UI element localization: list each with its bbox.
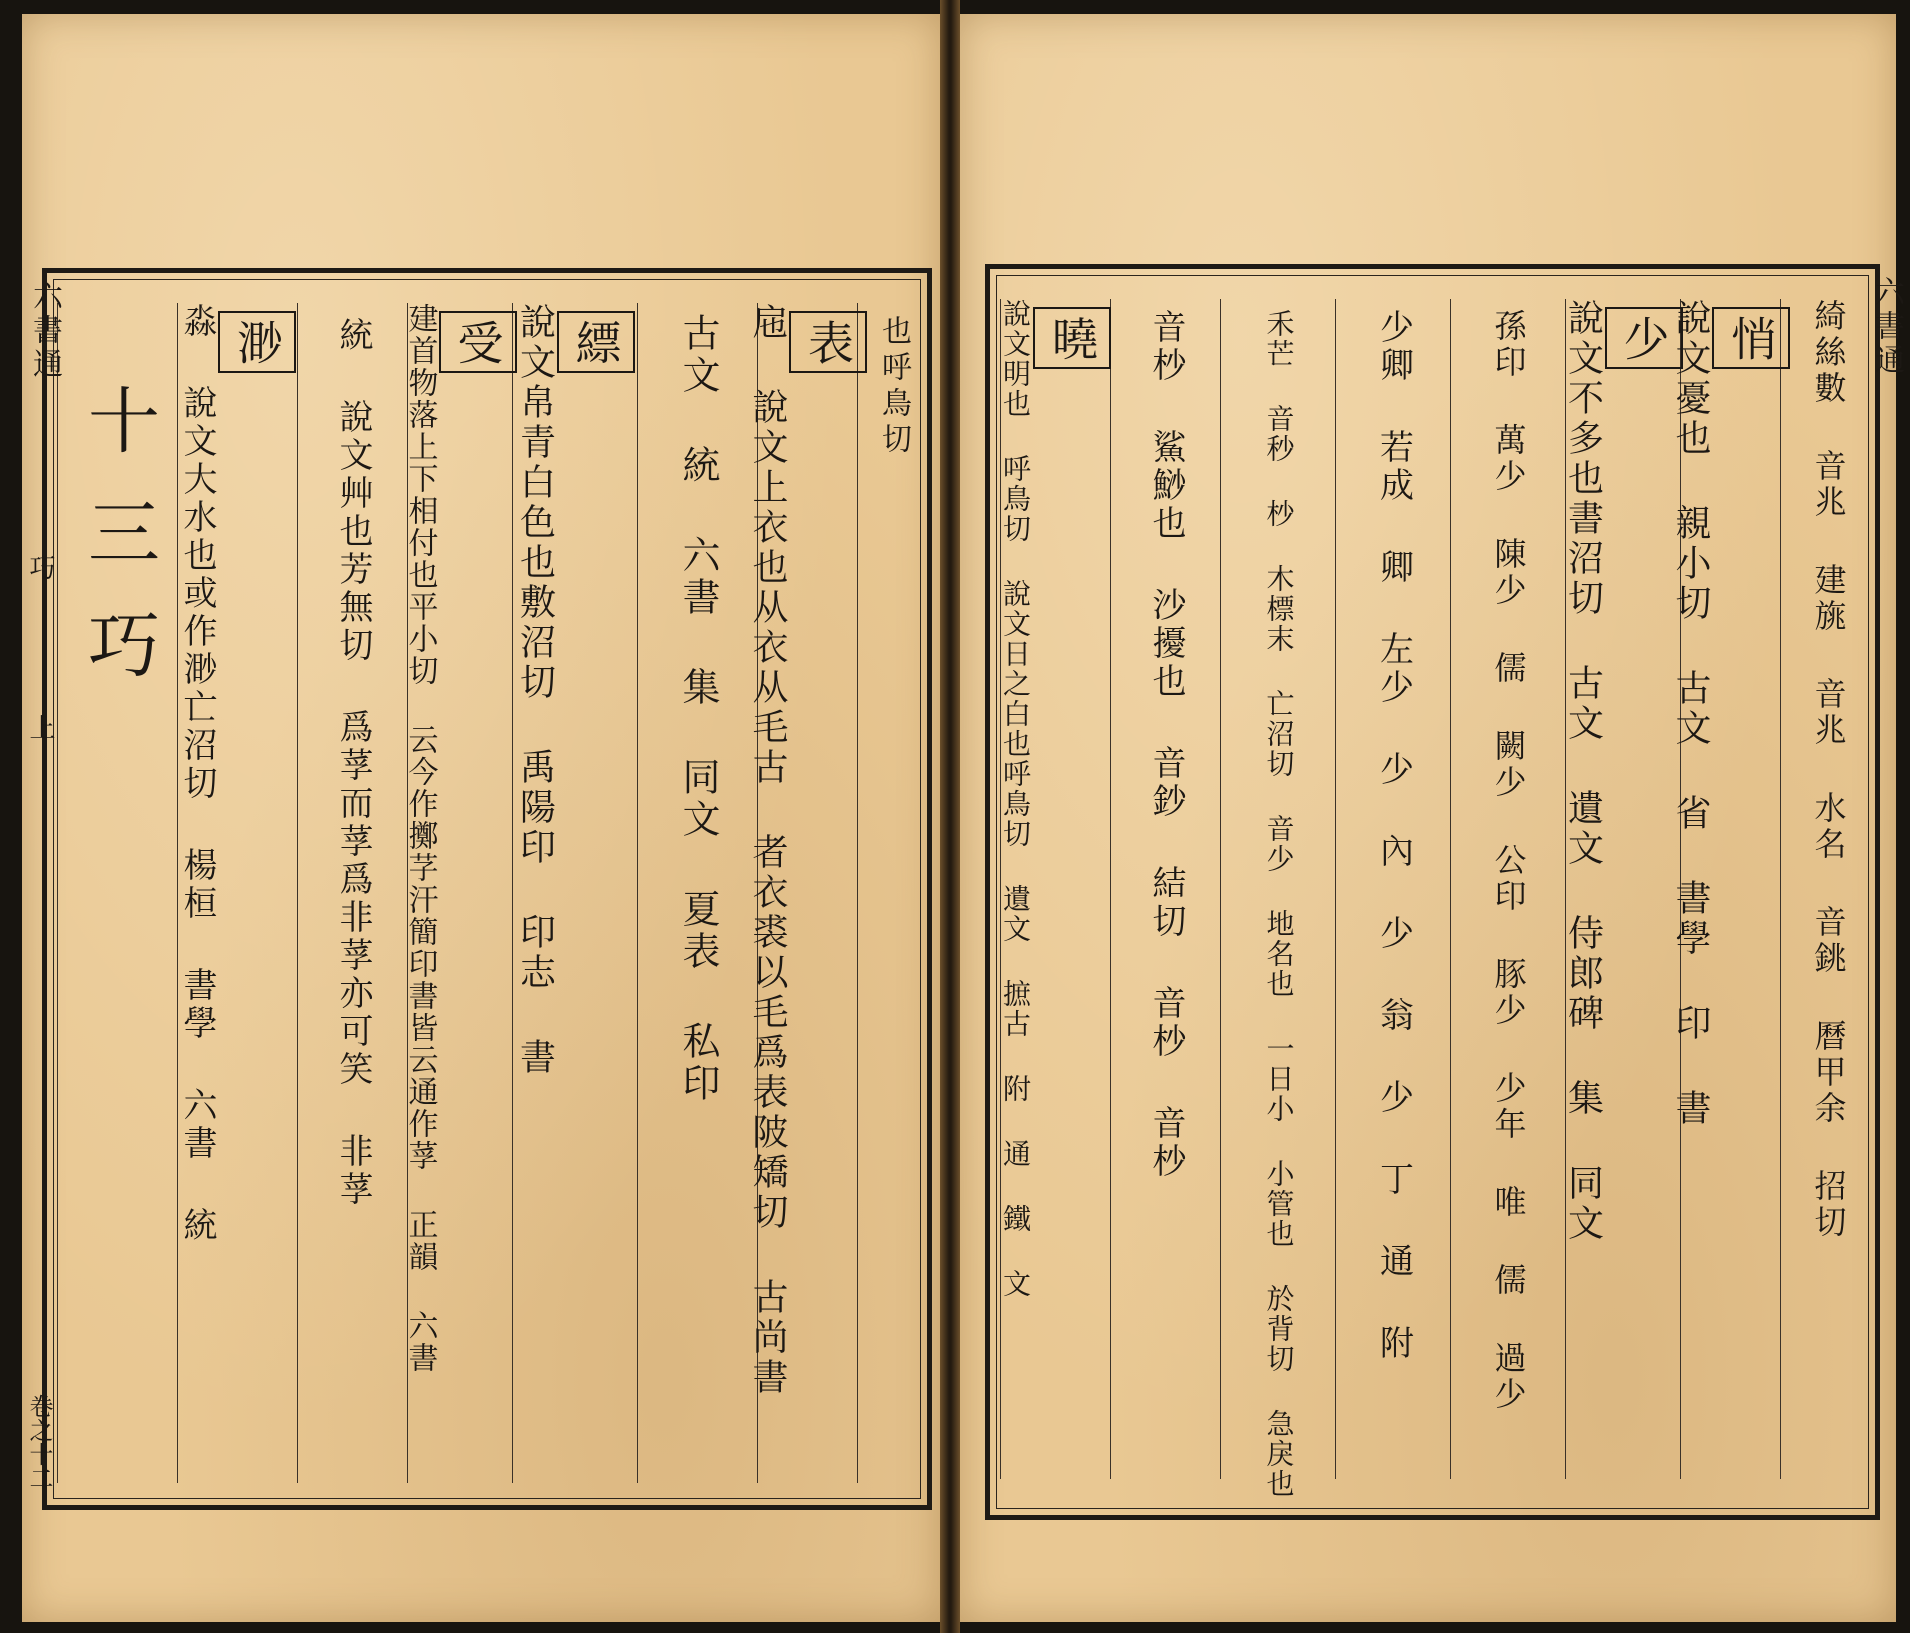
left-page bbox=[22, 14, 940, 1622]
right-col-4 bbox=[1450, 299, 1566, 1479]
right-col-3 bbox=[1562, 299, 1681, 1479]
book-spine bbox=[940, 0, 960, 1633]
left-col-6-text: 統 說文艸也芳無切 爲莩而莩爲非莩亦可笑 非莩 bbox=[333, 317, 373, 1209]
right-col-8-text: 說文明也 呼鳥切 說文日之白也呼鳥切 遺文 摭古 附 通 鐵 文 bbox=[999, 299, 1032, 1299]
right-col-4-text: 孫印 萬少 陳少 儒 闕少 公印 豚少 少年 唯 儒 過少 bbox=[1489, 309, 1528, 1413]
entry-box-qiao: 悄 bbox=[1712, 307, 1790, 369]
right-page-frame bbox=[985, 264, 1880, 1520]
entry-box-miao: 渺 bbox=[218, 311, 296, 373]
right-col-7-text: 音杪 鯊鯋也 沙擾也 音鈔 結切 音杪 音杪 bbox=[1146, 309, 1186, 1181]
rhyme-heading: 十三巧 bbox=[76, 383, 160, 719]
right-page bbox=[960, 14, 1904, 1622]
entry-box-piao: 縹 bbox=[557, 311, 635, 373]
right-col-6-text: 禾芒 音秒 杪 木標末 亡沼切 音少 地名也 一日小 小管也 於背切 急戾也 bbox=[1262, 309, 1296, 1499]
right-col-1 bbox=[1780, 299, 1876, 1479]
left-folio: 卷之十二 bbox=[25, 1394, 53, 1490]
left-col-3-text: 古文 統 六書 集 同文 夏表 私印 bbox=[676, 313, 720, 1105]
left-col-7-text: 淼 說文大水也或作渺亡沼切 楊桓 書學 六書 統 bbox=[177, 303, 217, 1245]
left-col-4 bbox=[512, 303, 638, 1483]
left-col-8 bbox=[57, 303, 178, 1483]
left-col-3 bbox=[637, 303, 758, 1483]
left-volume-label: 上 bbox=[25, 714, 55, 744]
left-running-head: 六書通 bbox=[27, 280, 62, 382]
right-col-1-text: 綺絲數 音兆 建旐 音兆 水名 音銚 曆甲余 招切 bbox=[1809, 299, 1848, 1241]
entry-box-shao: 少 bbox=[1605, 307, 1683, 369]
left-col-5 bbox=[402, 303, 513, 1483]
left-section-label: 巧 bbox=[25, 554, 55, 584]
right-col-5-text: 少卿 若成 卿 左少 少 內 少 翁 少 丁 通 附 bbox=[1373, 309, 1414, 1363]
left-col-2 bbox=[747, 303, 858, 1483]
left-col-5-text: 建首物落上下相付也平小切 云今作擲芓汗簡印書皆云通作莩 正韻 六書 bbox=[402, 303, 438, 1374]
right-col-3-text: 說文不多也書沼切 古文 遺文 侍郎碑 集 同文 bbox=[1562, 299, 1604, 1244]
entry-box-biao: 表 bbox=[789, 311, 867, 373]
right-col-2 bbox=[1670, 299, 1781, 1479]
right-col-7 bbox=[1110, 299, 1221, 1479]
entry-box-xiao: 曉 bbox=[1033, 307, 1111, 369]
left-col-7 bbox=[177, 303, 298, 1483]
left-page-frame bbox=[42, 268, 932, 1510]
left-col-1 bbox=[857, 303, 928, 1483]
left-col-6 bbox=[297, 303, 408, 1483]
right-col-2-text: 說文憂也 親小切 古文 省 書學 印 書 bbox=[1670, 299, 1711, 1129]
entry-box-biao2: 受 bbox=[439, 311, 517, 373]
right-col-5 bbox=[1335, 299, 1451, 1479]
right-running-head: 六書通 bbox=[1869, 276, 1904, 378]
left-col-4-text: 說文帛青白色也敷沼切 禹陽印 印志 書 bbox=[514, 303, 556, 1078]
right-col-8 bbox=[1000, 299, 1111, 1479]
left-col-2-text: 㦾 說文上衣也从衣从毛古 者衣裘以毛爲表陂矯切 古尚書 bbox=[747, 303, 788, 1398]
left-col-1-text: 也呼鳥切 bbox=[876, 315, 911, 459]
right-col-6 bbox=[1220, 299, 1336, 1499]
